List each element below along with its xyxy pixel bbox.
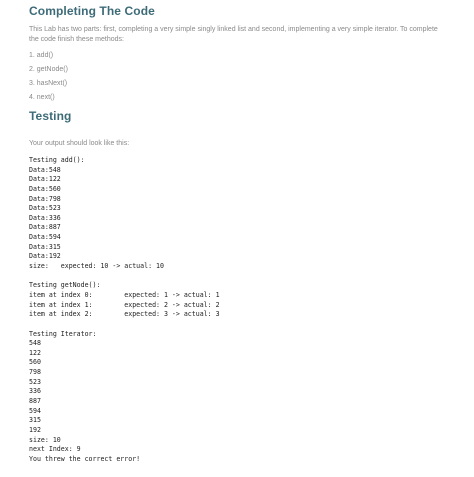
output-line: Data:887 (29, 223, 61, 232)
output-line: 122 (29, 348, 41, 357)
method-item: 1. add() (29, 52, 54, 59)
expected-output-block (29, 156, 220, 465)
output-line: Data:336 (29, 213, 61, 222)
output-line: size: expected: 10 -> actual: 10 (29, 262, 164, 271)
output-line: 560 (29, 358, 41, 367)
output-line: Data:523 (29, 204, 61, 213)
output-line: Testing add(): (29, 156, 85, 164)
output-line: 523 (29, 377, 41, 386)
output-line: item at index 2: expected: 3 -> actual: 3 (29, 310, 220, 319)
output-line: Data:315 (29, 242, 61, 251)
output-line: Data:798 (29, 194, 61, 203)
output-line: Data:192 (29, 252, 61, 261)
output-line: next Index: 9 (29, 445, 81, 454)
output-line: Data:594 (29, 233, 61, 242)
output-line: 887 (29, 397, 41, 406)
output-line: 594 (29, 406, 41, 415)
output-line: 548 (29, 339, 41, 348)
output-line: size: 10 (29, 435, 61, 444)
output-line: 192 (29, 425, 41, 434)
output-line: item at index 0: expected: 1 -> actual: 1 (29, 290, 220, 299)
output-line: You threw the correct error! (29, 454, 141, 463)
output-line: Data:122 (29, 175, 61, 184)
output-line: Data:548 (29, 165, 61, 174)
method-item: 4. next() (29, 94, 55, 101)
output-line (29, 320, 220, 330)
method-list (29, 51, 68, 107)
output-line (29, 272, 220, 282)
output-line: Data:560 (29, 184, 61, 193)
output-line: Testing getNode(): (29, 281, 101, 290)
section-heading-completing: Completing The Code (29, 4, 155, 18)
output-line: 798 (29, 368, 41, 377)
output-line: item at index 1: expected: 2 -> actual: 2 (29, 300, 220, 309)
output-line: 315 (29, 416, 41, 425)
output-intro-text: Your output should look like this: (29, 140, 130, 147)
method-item: 3. hasNext() (29, 80, 68, 87)
method-item: 2. getNode() (29, 66, 68, 73)
output-line: 336 (29, 387, 41, 396)
output-line: Testing Iterator: (29, 329, 97, 338)
intro-paragraph: This Lab has two parts: first, completing a very simple singly linked list and second, implementing a very simple iterator. To complete the code finish these methods: (29, 26, 438, 43)
section-heading-testing: Testing (29, 109, 72, 123)
